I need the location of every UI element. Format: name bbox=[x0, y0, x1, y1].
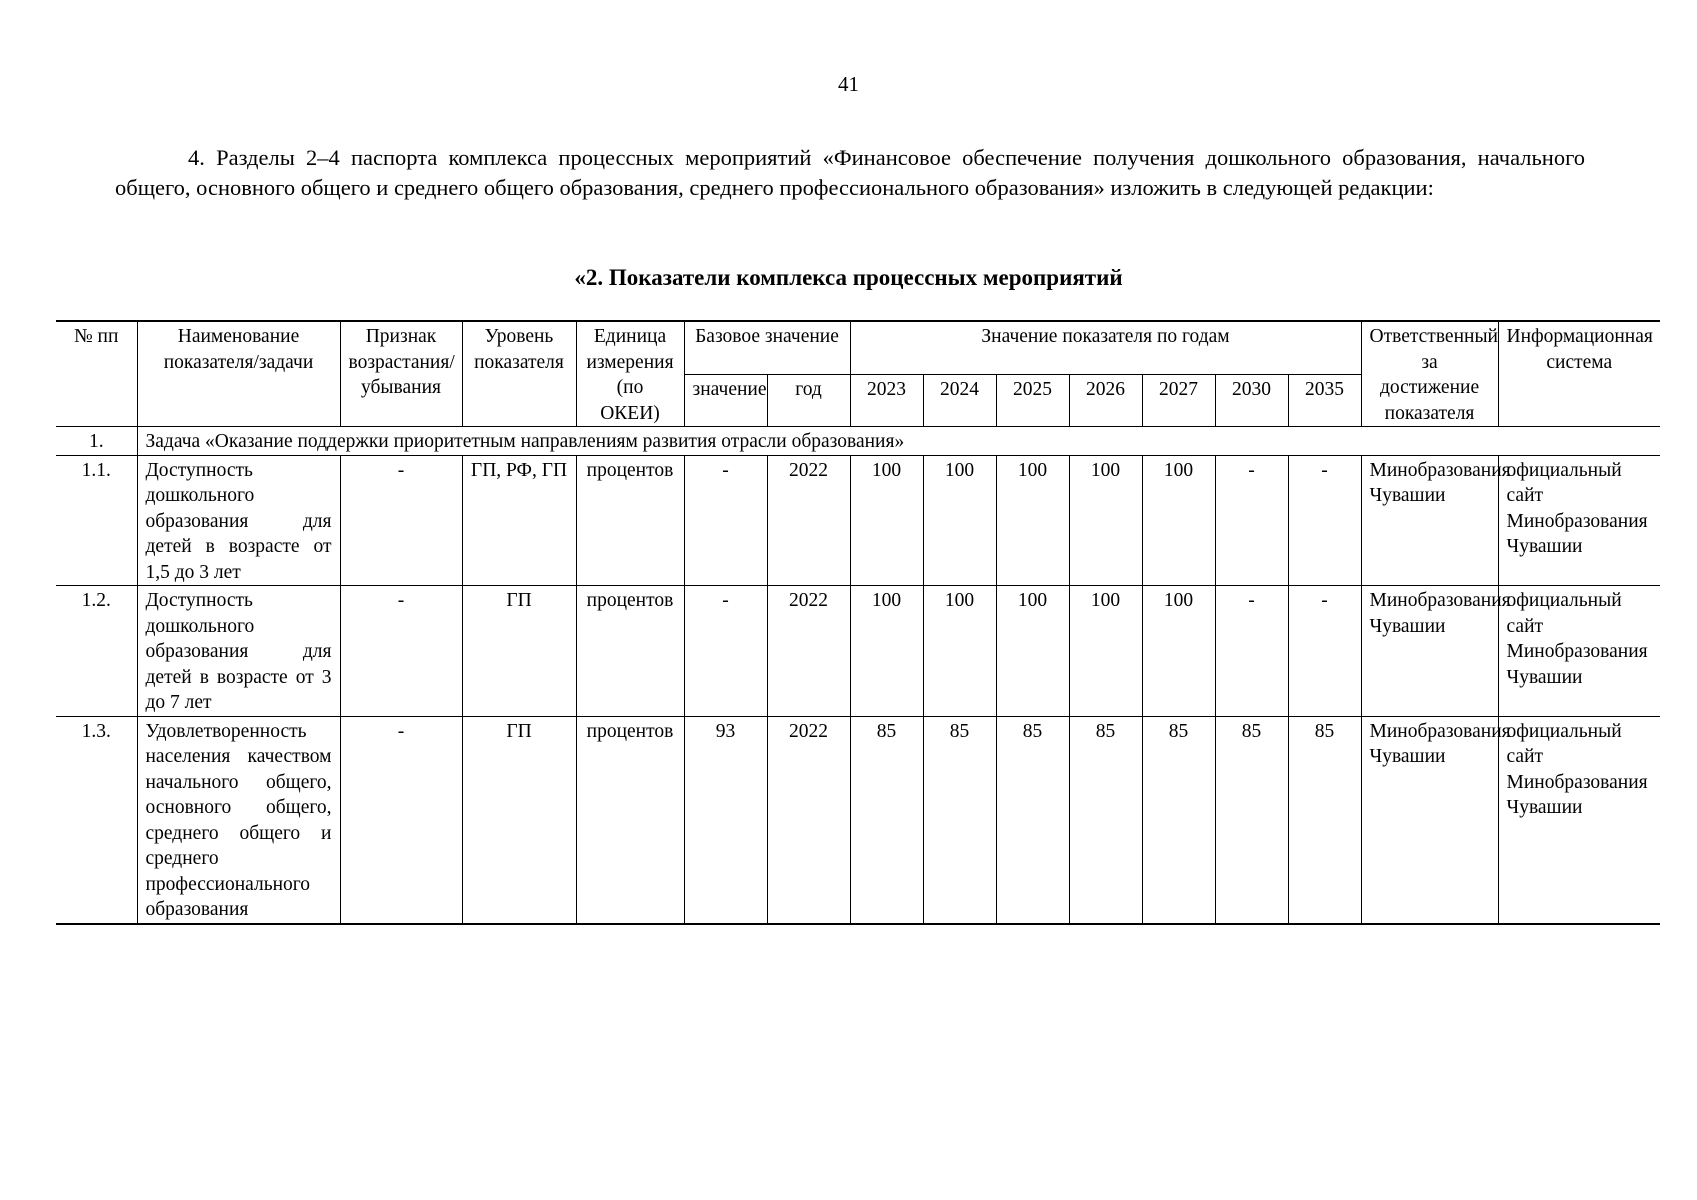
header-year: 2023 bbox=[850, 374, 923, 426]
header-name: Наименование показателя/задачи bbox=[137, 321, 340, 427]
row-level: ГП bbox=[462, 586, 576, 717]
row-base-year: 2022 bbox=[767, 586, 850, 717]
row-value: 100 bbox=[923, 586, 996, 717]
row-value: 85 bbox=[996, 716, 1069, 924]
row-value: - bbox=[1215, 455, 1288, 586]
row-base-year: 2022 bbox=[767, 716, 850, 924]
header-year: 2024 bbox=[923, 374, 996, 426]
row-responsible: Минобразования Чувашии bbox=[1361, 455, 1498, 586]
row-unit: процентов bbox=[576, 716, 684, 924]
row-responsible: Минобразования Чувашии bbox=[1361, 716, 1498, 924]
row-value: 85 bbox=[850, 716, 923, 924]
row-value: 85 bbox=[1215, 716, 1288, 924]
header-responsible: Ответственный за достижение показателя bbox=[1361, 321, 1498, 427]
row-value: 85 bbox=[1142, 716, 1215, 924]
row-value: 85 bbox=[923, 716, 996, 924]
row-value: 100 bbox=[996, 586, 1069, 717]
row-value: 100 bbox=[850, 586, 923, 717]
row-value: 100 bbox=[1069, 455, 1142, 586]
row-base-year: 2022 bbox=[767, 455, 850, 586]
page-number: 41 bbox=[838, 72, 859, 96]
table-row bbox=[56, 586, 1660, 717]
indicators-table bbox=[56, 320, 1660, 925]
row-trend: - bbox=[340, 586, 462, 717]
task-text: Задача «Оказание поддержки приоритетным направлениям развития отрасли образования» bbox=[137, 427, 1660, 456]
section-title: «2. Показатели комплекса процессных мероприятий bbox=[574, 265, 1123, 290]
header-by-years: Значение показателя по годам bbox=[850, 321, 1361, 374]
row-unit: процентов bbox=[576, 455, 684, 586]
row-info-system: официальный сайт Минобразования Чувашии bbox=[1498, 716, 1660, 924]
header-year: 2026 bbox=[1069, 374, 1142, 426]
header-year: 2030 bbox=[1215, 374, 1288, 426]
header-base-year: год bbox=[767, 374, 850, 426]
task-row bbox=[56, 427, 1660, 456]
header-trend: Признак возрастания/ убывания bbox=[340, 321, 462, 427]
header-base: Базовое значение bbox=[684, 321, 850, 374]
row-name: Доступность дошкольного образования для детей в возрасте от 1,5 до 3 лет bbox=[137, 455, 340, 586]
row-info-system: официальный сайт Минобразования Чувашии bbox=[1498, 586, 1660, 717]
task-num: 1. bbox=[56, 427, 137, 456]
row-base-value: - bbox=[684, 455, 767, 586]
header-year: 2027 bbox=[1142, 374, 1215, 426]
row-value: - bbox=[1288, 455, 1361, 586]
row-level: ГП bbox=[462, 716, 576, 924]
row-num: 1.2. bbox=[56, 586, 137, 717]
row-num: 1.1. bbox=[56, 455, 137, 586]
row-value: 100 bbox=[996, 455, 1069, 586]
header-year: 2035 bbox=[1288, 374, 1361, 426]
intro-paragraph: 4. Разделы 2–4 паспорта комплекса процессных мероприятий «Финансовое обеспечение получения дошкольного образования, начального общего, основного общего и среднего общего образования, среднего профессионального образования» изложить в следующей редакции: bbox=[115, 145, 1585, 200]
header-unit: Единица измерения (по ОКЕИ) bbox=[576, 321, 684, 427]
header-year: 2025 bbox=[996, 374, 1069, 426]
header-row-1 bbox=[56, 321, 1660, 374]
row-value: 100 bbox=[1069, 586, 1142, 717]
row-value: - bbox=[1288, 586, 1361, 717]
row-value: 100 bbox=[1142, 455, 1215, 586]
row-unit: процентов bbox=[576, 586, 684, 717]
row-value: - bbox=[1215, 586, 1288, 717]
row-value: 85 bbox=[1069, 716, 1142, 924]
row-name: Удовлетворенность населения качеством начального общего, основного общего, среднего общего и среднего профессионального образования bbox=[137, 716, 340, 924]
header-num: № пп bbox=[56, 321, 137, 427]
row-base-value: - bbox=[684, 586, 767, 717]
row-base-value: 93 bbox=[684, 716, 767, 924]
header-base-value: значение bbox=[684, 374, 767, 426]
header-level: Уровень показателя bbox=[462, 321, 576, 427]
row-value: 100 bbox=[850, 455, 923, 586]
table-row bbox=[56, 455, 1660, 586]
row-responsible: Минобразования Чувашии bbox=[1361, 586, 1498, 717]
row-trend: - bbox=[340, 716, 462, 924]
row-value: 100 bbox=[1142, 586, 1215, 717]
row-num: 1.3. bbox=[56, 716, 137, 924]
row-value: 85 bbox=[1288, 716, 1361, 924]
row-value: 100 bbox=[923, 455, 996, 586]
row-name: Доступность дошкольного образования для детей в возрасте от 3 до 7 лет bbox=[137, 586, 340, 717]
header-info-system: Информационная система bbox=[1498, 321, 1660, 427]
row-info-system: официальный сайт Минобразования Чувашии bbox=[1498, 455, 1660, 586]
table-row bbox=[56, 716, 1660, 924]
row-level: ГП, РФ, ГП bbox=[462, 455, 576, 586]
row-trend: - bbox=[340, 455, 462, 586]
